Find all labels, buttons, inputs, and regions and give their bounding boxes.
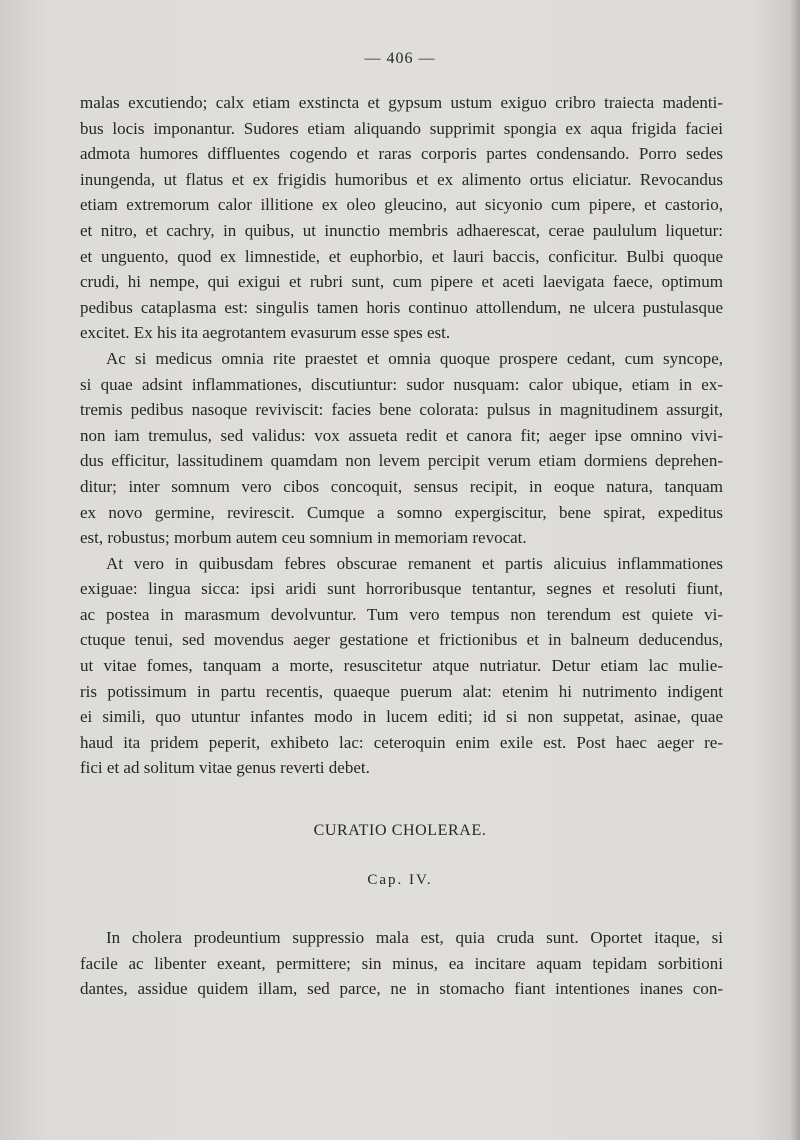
page-edge-shadow	[790, 0, 800, 1140]
chapter-label: Cap. IV.	[367, 872, 433, 888]
text-line: non iam tremulus, sed validus: vox assueta redit et canora fit; aeger ipse omnino vivi-	[80, 425, 723, 445]
text-line: si quae adsint inflammationes, discutiuntur: sudor nusquam: calor ubique, etiam in ex-	[80, 374, 723, 394]
text-line: ut vitae fomes, tanquam a morte, resuscitetur atque nutriatur. Detur etiam lac mulie-	[80, 656, 723, 676]
text-line: pedibus cataplasma est: singulis tamen horis continuo attollendum, ne ulcera pustulasque	[80, 297, 723, 317]
paragraph-3	[80, 551, 723, 781]
text-line: ac postea in marasmum devolvuntur. Tum vero tempus non terendum est quiete vi-	[80, 604, 723, 624]
text-line: ei simili, quo utuntur infantes modo in lucem editi; id si non suppetat, asinae, quae	[80, 707, 723, 727]
text-line: et unguento, quod ex limnestide, et euphorbio, et lauri baccis, conficitur. Bulbi quoque	[80, 246, 723, 266]
paragraph-1	[80, 90, 723, 346]
text-line: crudi, hi nempe, qui exigui et rubri sunt, cum pipere et aceti laevigata faece, optimum	[80, 272, 723, 292]
text-line: dus efficitur, lassitudinem quamdam non levem percipit verum etiam dormiens deprehen-	[80, 451, 723, 471]
text-line: Ac si medicus omnia rite praestet et omnia quoque prospere cedant, cum syncope,	[106, 348, 723, 368]
text-line: admota humores diffluentes cogendo et raras corporis partes condensando. Porro sedes	[80, 144, 723, 164]
text-line: excitet. Ex his ita aegrotantem evasurum esse spes est.	[80, 323, 451, 343]
text-line: ex novo germine, revirescit. Cumque a somno expergiscitur, bene spirat, expeditus	[80, 502, 723, 522]
paragraph-4	[80, 925, 723, 1002]
text-line: et nitro, et cachry, in quibus, ut inunctio membris adhaerescat, cerae paululum liquetur:	[80, 220, 723, 240]
text-line: ris potissimum in partu recentis, quaeque puerum alat: etenim hi nutrimento indigent	[80, 681, 723, 701]
section-title: CURATIO CHOLERAE.	[313, 822, 487, 839]
text-line: At vero in quibusdam febres obscurae remanent et partis alicuius inflammationes	[106, 553, 723, 573]
text-line: ctuque tenui, sed movendus aeger gestatione et frictionibus et in balneum deducendus,	[80, 630, 723, 650]
main-text	[80, 90, 723, 781]
text-line: haud ita pridem peperit, exhibeto lac: ceteroquin enim exile est. Post haec aeger re-	[80, 732, 723, 752]
text-line: bus locis imponantur. Sudores etiam aliquando supprimit spongia ex aqua frigida faciei	[80, 118, 723, 138]
paragraph-2	[80, 346, 723, 551]
text-line: etiam extremorum calor illitione ex oleo gleucino, aut sicyonio cum pipere, et castorio,	[80, 195, 723, 215]
text-line: malas excutiendo; calx etiam exstincta et gypsum ustum exiguo cribro traiecta madenti-	[80, 93, 723, 112]
text-line: est, robustus; morbum autem ceu somnium in memoriam revocat.	[80, 528, 527, 548]
text-line: facile ac libenter exeant, permittere; sin minus, ea incitare aquam tepidam sorbitioni	[80, 953, 723, 973]
text-line: fici et ad solitum vitae genus reverti debet.	[80, 758, 370, 778]
text-line: dantes, assidue quidem illam, sed parce, ne in stomacho fiant intentiones inanes con-	[80, 979, 723, 999]
text-line: In cholera prodeuntium suppressio mala est, quia cruda sunt. Oportet itaque, si	[106, 928, 723, 947]
text-line: inungenda, ut flatus et ex frigidis humoribus et ex alimento ortus eliciatur. Revocandus	[80, 169, 723, 189]
page-number: — 406 —	[364, 50, 436, 67]
text-line: tremis pedibus nasoque reviviscit: facies bene colorata: pulsus in magnitudinem assurgit,	[80, 400, 723, 420]
text-line: exiguae: lingua sicca: ipsi aridi sunt horroribusque tentantur, segnes et resoluti fiunt,	[80, 579, 723, 599]
text-line: ditur; inter somnum vero cibos concoquit, sensus recipit, in eoque natura, tanquam	[80, 476, 723, 496]
final-text	[80, 925, 723, 1002]
